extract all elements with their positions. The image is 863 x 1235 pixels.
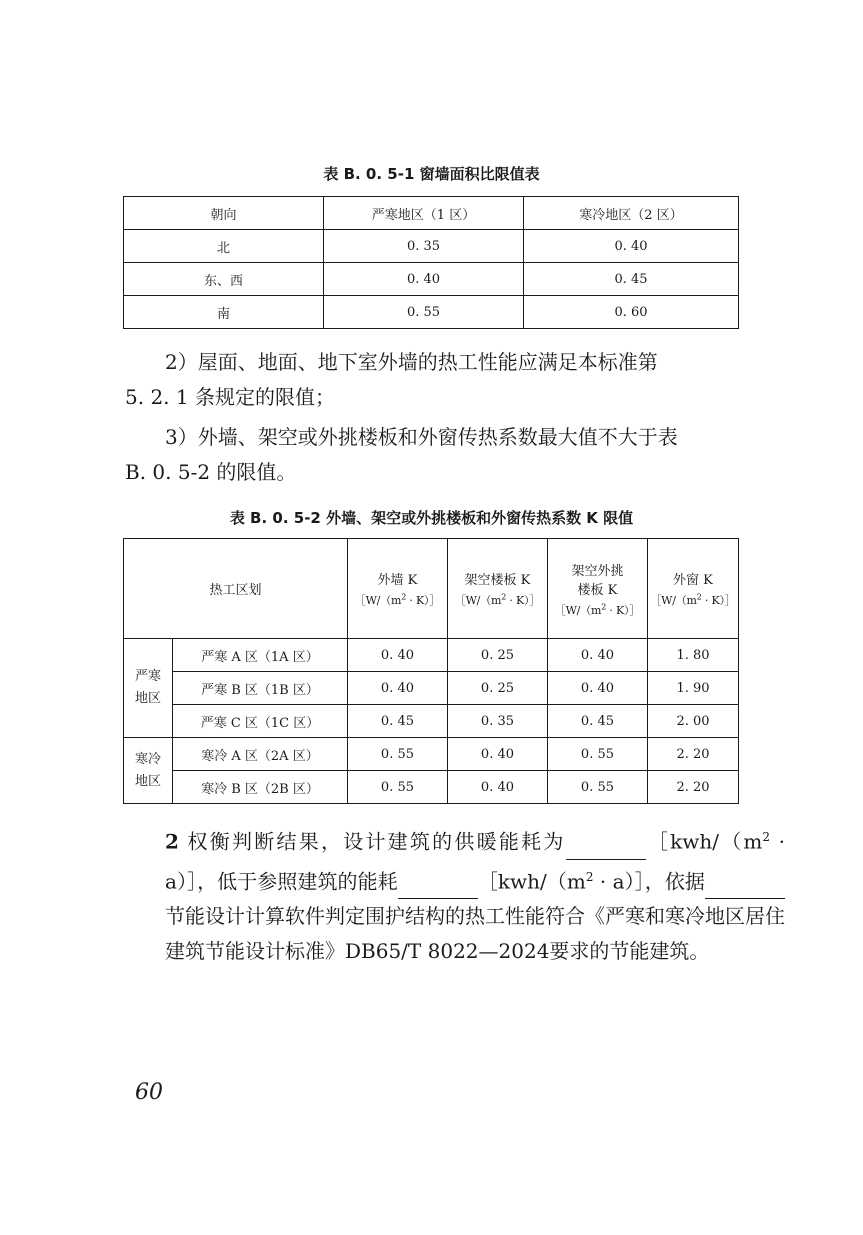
table-row bbox=[124, 230, 739, 263]
header-title: 架空外挑 bbox=[571, 563, 624, 579]
table-cell: 2. 20 bbox=[647, 738, 738, 771]
table-cell: 北 bbox=[124, 230, 324, 263]
table-cell: 2. 00 bbox=[647, 705, 738, 738]
paragraph-roof-requirement bbox=[125, 345, 745, 415]
header-title: 楼板 K bbox=[577, 582, 618, 598]
table-cell: 0. 25 bbox=[447, 639, 547, 672]
table-cell: 0. 40 bbox=[324, 263, 524, 296]
table-cell: 0. 25 bbox=[447, 672, 547, 705]
header-cell: 寒冷地区（2 区） bbox=[524, 197, 739, 230]
table-header-row bbox=[124, 539, 739, 639]
paragraph-line: B. 0. 5-2 的限值。 bbox=[125, 460, 297, 484]
table-cell: 0. 40 bbox=[547, 672, 647, 705]
fill-blank-reference-energy[interactable] bbox=[398, 876, 478, 899]
table1-caption: 表 B. 0. 5-1 窗墙面积比限值表 bbox=[323, 165, 540, 183]
group-cell-severe-cold: 严寒 地区 bbox=[124, 639, 173, 738]
table-cell: 0. 40 bbox=[447, 771, 547, 804]
header-title: 外墙 K bbox=[377, 573, 418, 588]
header-cell-wall bbox=[347, 539, 447, 639]
table-cell: 0. 35 bbox=[324, 230, 524, 263]
paragraph-line: 3）外墙、架空或外挑楼板和外窗传热系数最大值不大于表 bbox=[165, 425, 678, 449]
header-cell-floor bbox=[447, 539, 547, 639]
header-cell-window bbox=[647, 539, 738, 639]
table-row bbox=[124, 705, 739, 738]
table-row bbox=[124, 771, 739, 804]
header-unit: $[W/(m^2$ · K）］ bbox=[554, 601, 641, 617]
table-cell: 0. 45 bbox=[547, 705, 647, 738]
fill-blank-design-energy[interactable] bbox=[566, 837, 646, 860]
header-unit: $[W/(m^2$ · K）］ bbox=[354, 592, 441, 607]
header-cell: 朝向 bbox=[124, 197, 324, 230]
table-cell: 0. 40 bbox=[347, 672, 447, 705]
zone-cell: 严寒 A 区（1A 区） bbox=[173, 639, 348, 672]
table-cell: 南 bbox=[124, 296, 324, 329]
table-cell: 0. 40 bbox=[447, 738, 547, 771]
table-cell: 0. 60 bbox=[524, 296, 739, 329]
table-cell: 0. 40 bbox=[347, 639, 447, 672]
table-row bbox=[124, 738, 739, 771]
table-cell: 2. 20 bbox=[647, 771, 738, 804]
table-row bbox=[124, 263, 739, 296]
paragraph-tradeoff-result: 2 权衡判断结果，设计建筑的供暖能耗为 $[kwh/(m^2$ · a）］，低于参照建筑的能耗 $[kwh/(m^2$ · a）］，依据节能设计计算软件判定围护结构的热工性能符合《严寒和寒冷地区居住建筑节能设计标准》DB65/T 8022—2024要求的节能建筑。 bbox=[165, 829, 786, 964]
table-cell: 0. 35 bbox=[447, 705, 547, 738]
paragraph-line: 2）屋面、地面、地下室外墙的热工性能应满足本标准第 bbox=[165, 350, 658, 374]
table-cell: 0. 55 bbox=[547, 738, 647, 771]
table-cell: 0. 55 bbox=[347, 738, 447, 771]
table-cell: 0. 45 bbox=[347, 705, 447, 738]
header-cell: 严寒地区（1 区） bbox=[324, 197, 524, 230]
table-cell: 0. 40 bbox=[524, 230, 739, 263]
table-cell: 0. 40 bbox=[547, 639, 647, 672]
header-unit: $[W/(m^2$ · K）］ bbox=[454, 592, 541, 607]
header-unit: $[W/(m^2$ · K）］ bbox=[650, 592, 736, 607]
table-cell: 0. 55 bbox=[324, 296, 524, 329]
table-row bbox=[124, 296, 739, 329]
table-cell: 1. 80 bbox=[647, 639, 738, 672]
fill-blank-software[interactable] bbox=[705, 876, 785, 899]
header-zone-cell: 热工区划 bbox=[124, 539, 348, 639]
group-cell-cold: 寒冷 地区 bbox=[124, 738, 173, 804]
table-cell: 1. 90 bbox=[647, 672, 738, 705]
header-title: 外窗 K bbox=[673, 573, 713, 588]
table-row bbox=[124, 639, 739, 672]
header-title: 架空楼板 K bbox=[464, 573, 531, 588]
table-cell: 0. 55 bbox=[547, 771, 647, 804]
paragraph-wall-requirement bbox=[125, 420, 745, 490]
zone-cell: 严寒 C 区（1C 区） bbox=[173, 705, 348, 738]
heat-transfer-coefficient-table bbox=[123, 538, 739, 804]
table-cell: 0. 55 bbox=[347, 771, 447, 804]
table-cell: 0. 45 bbox=[524, 263, 739, 296]
header-cell-overhang bbox=[547, 539, 647, 639]
table2-caption: 表 B. 0. 5-2 外墙、架空或外挑楼板和外窗传热系数 K 限值 bbox=[229, 509, 634, 527]
item-number: 2 bbox=[165, 829, 179, 854]
zone-cell: 寒冷 A 区（2A 区） bbox=[173, 738, 348, 771]
paragraph-line: 5. 2. 1 条规定的限值； bbox=[125, 385, 335, 409]
table-cell: 东、西 bbox=[124, 263, 324, 296]
zone-cell: 寒冷 B 区（2B 区） bbox=[173, 771, 348, 804]
table-row bbox=[124, 672, 739, 705]
page-number: 60 bbox=[135, 1080, 163, 1105]
window-wall-ratio-table bbox=[123, 196, 739, 329]
zone-cell: 严寒 B 区（1B 区） bbox=[173, 672, 348, 705]
table-header-row bbox=[124, 197, 739, 230]
